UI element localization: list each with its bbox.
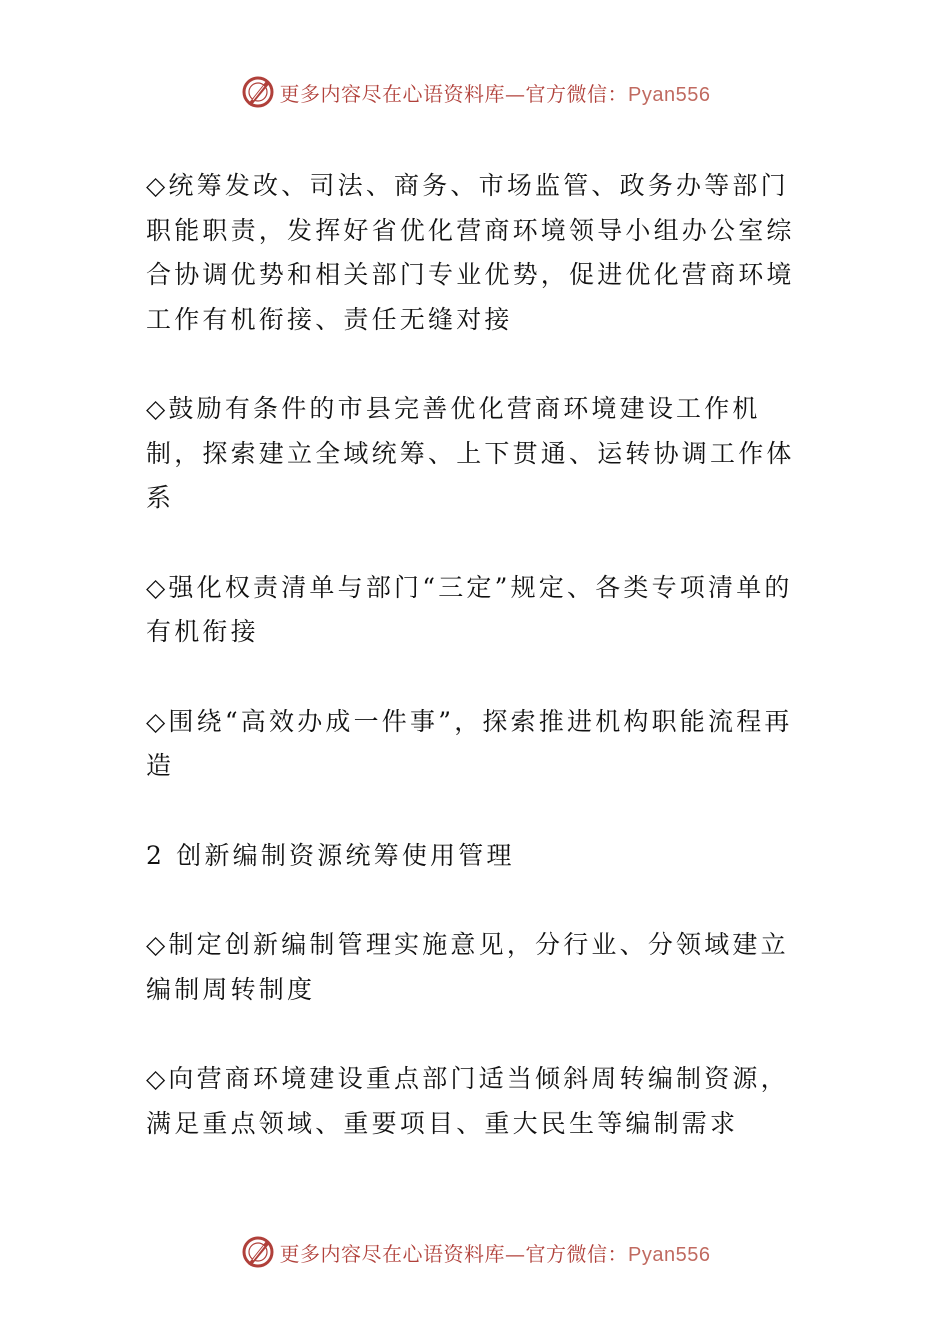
section-heading: 2 创新编制资源统筹使用管理 bbox=[146, 840, 515, 870]
banner-text bbox=[280, 78, 711, 107]
contact-id: Pyan556 bbox=[628, 83, 711, 106]
paragraph-coordination: ◇统筹发改、司法、商务、市场监管、政务办等部门职能职责，发挥好省优化营商环境领导小组办公室综合协调优势和相关部门专业优势，促进优化营商环境工作有机衔接、责任无缝对接 bbox=[146, 171, 795, 334]
brand-text: 更多内容尽在心语资料库 bbox=[279, 1241, 506, 1266]
brand-text: 更多内容尽在心语资料库 bbox=[279, 81, 506, 106]
header-banner bbox=[0, 72, 950, 112]
quill-pen-seal-icon bbox=[240, 74, 276, 110]
paragraph-power-list: ◇强化权责清单与部门“三定”规定、各类专项清单的有机衔接 bbox=[146, 572, 793, 646]
banner-separator: — bbox=[505, 1241, 526, 1266]
paragraph-staffing-resources: ◇向营商环境建设重点部门适当倾斜周转编制资源，满足重点领域、重要项目、重大民生等编制需求 bbox=[146, 1064, 789, 1138]
document-body bbox=[146, 164, 816, 1191]
paragraph-county-mechanism: ◇鼓励有条件的市县完善优化营商环境建设工作机制，探索建立全域统筹、上下贯通、运转协调工作体系 bbox=[146, 394, 795, 512]
contact-id: Pyan556 bbox=[628, 1243, 711, 1266]
footer-banner bbox=[0, 1232, 950, 1272]
contact-label: 官方微信： bbox=[525, 1241, 629, 1266]
banner-text bbox=[280, 1238, 711, 1267]
contact-label: 官方微信： bbox=[525, 81, 629, 106]
paragraph-staffing-opinion: ◇制定创新编制管理实施意见，分行业、分领域建立编制周转制度 bbox=[146, 930, 789, 1004]
banner-separator: — bbox=[505, 81, 526, 106]
quill-pen-seal-icon bbox=[240, 1234, 276, 1270]
paragraph-one-thing: ◇围绕“高效办成一件事”，探索推进机构职能流程再造 bbox=[146, 706, 793, 780]
